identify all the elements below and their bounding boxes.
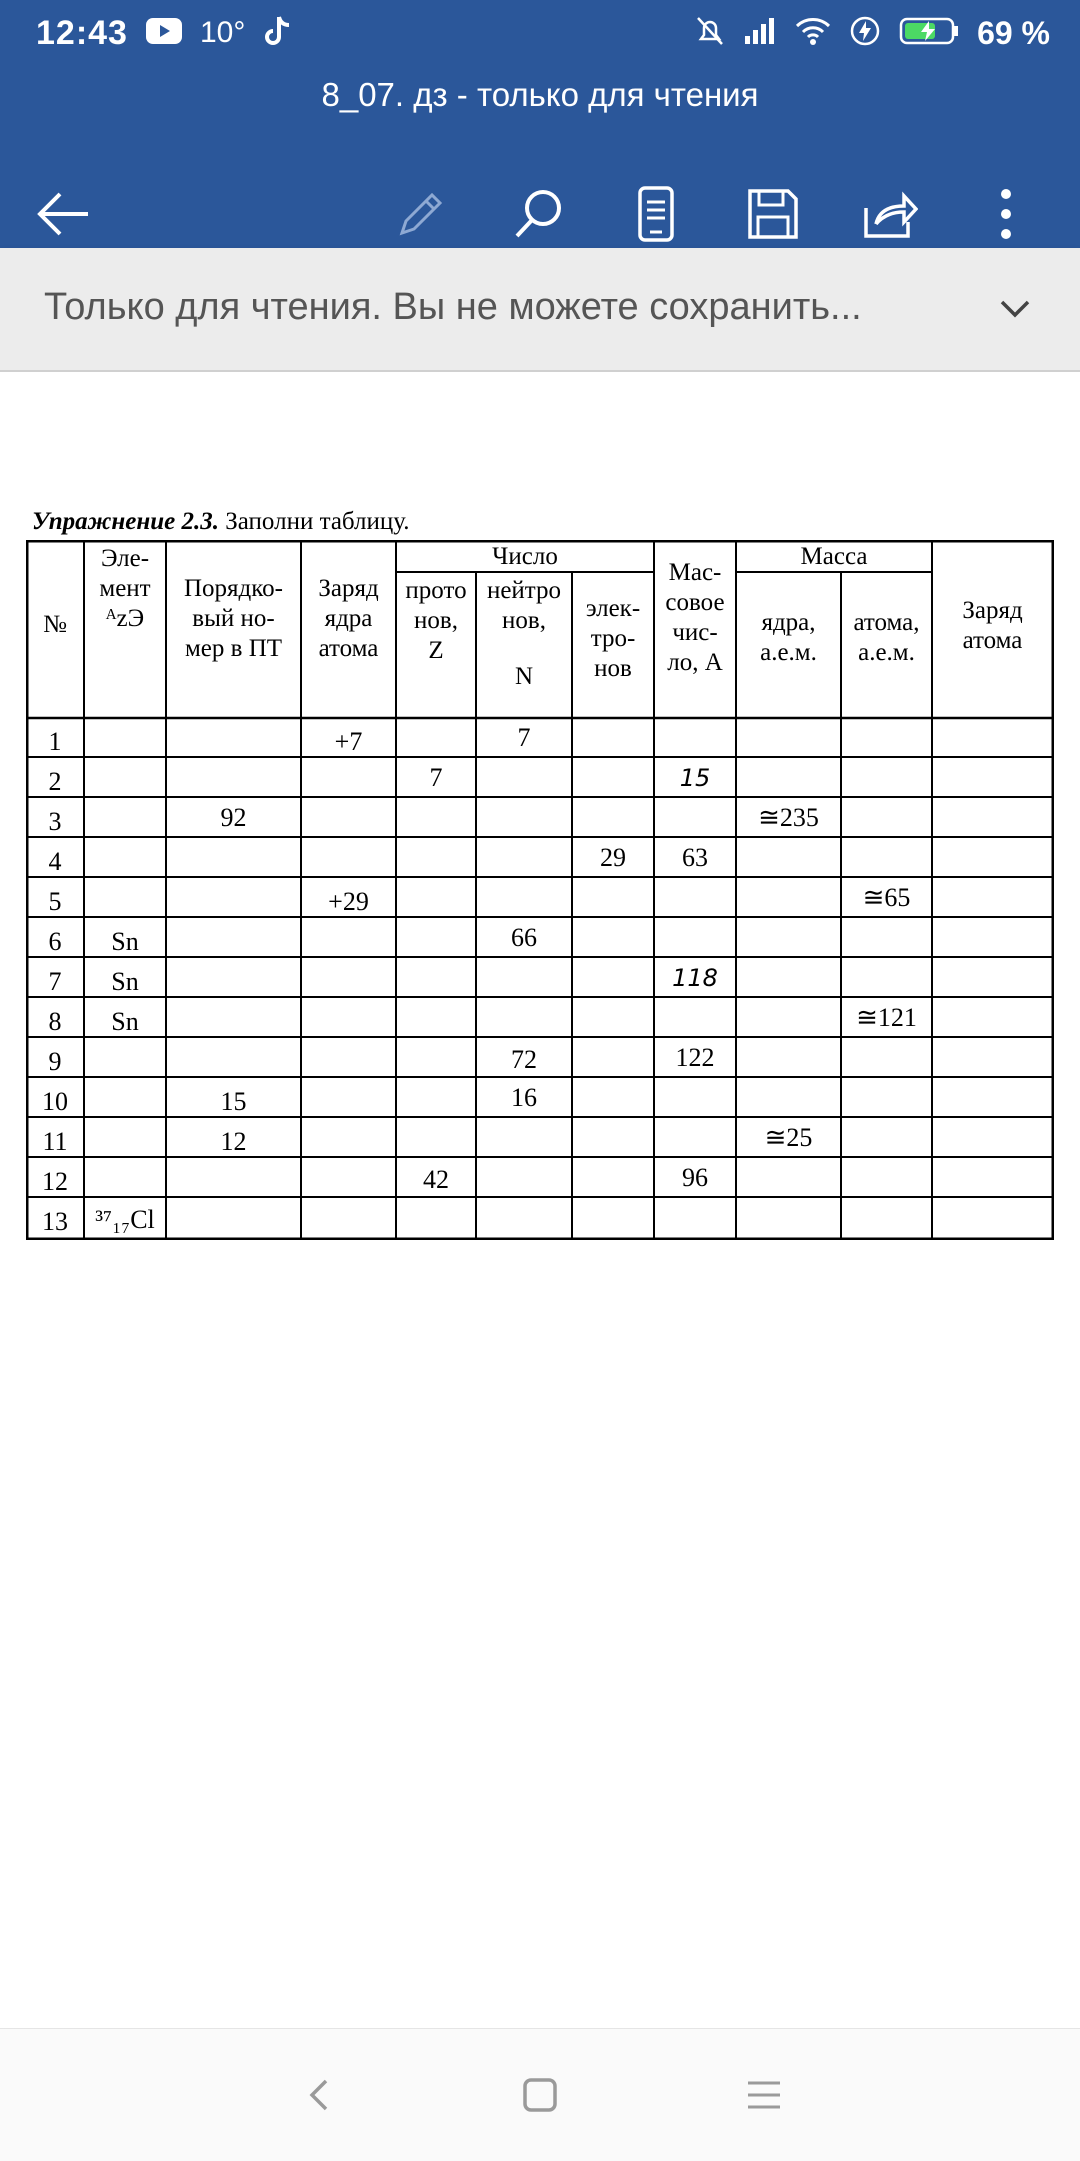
header-neutrons-line1: нейтро [486, 577, 562, 604]
header-electrons-line2: тро- [590, 625, 636, 652]
pencil-icon [394, 187, 448, 241]
more-vert-icon [996, 188, 1016, 240]
header-atom-charge [932, 596, 1053, 656]
header-num: № [43, 611, 67, 638]
cell-mass-number: 15 [679, 764, 711, 792]
header-element-line2: мент [99, 575, 151, 602]
app-bar [0, 66, 1080, 248]
row-number: 2 [48, 767, 62, 796]
mute-bell-icon [695, 15, 725, 52]
header-mass-atom-line2: а.е.м. [858, 639, 915, 666]
readonly-banner-text: Только для чтения. Вы не можете сохранить... [44, 286, 862, 328]
save-button[interactable] [737, 178, 809, 250]
row-number: 8 [48, 1007, 62, 1036]
back-button[interactable] [28, 178, 100, 250]
header-electrons [572, 594, 654, 684]
flash-circle-icon [849, 15, 881, 52]
tiktok-icon [263, 15, 291, 52]
cell-element: Sn [111, 927, 139, 956]
cell-neutrons: 7 [517, 723, 531, 752]
header-mass-atom [841, 608, 932, 668]
cell-mass-atom: ≅65 [862, 883, 911, 912]
share-button[interactable] [853, 178, 925, 250]
row-number: 3 [48, 807, 62, 836]
status-temperature: 10° [199, 16, 246, 49]
cell-ordinal: 15 [220, 1087, 247, 1116]
document-title: 8_07. дз - только для чтения [321, 76, 759, 113]
cell-element: Sn [111, 967, 139, 996]
status-bar [0, 0, 1080, 66]
cell-neutrons: 66 [511, 923, 537, 952]
cell-element: Sn [111, 1007, 139, 1036]
cell-mass-number: 63 [682, 843, 708, 872]
nav-menu-button[interactable] [732, 2063, 796, 2127]
header-ordinal-line2: вый но- [192, 605, 275, 632]
cell-mass-number: 96 [682, 1163, 708, 1192]
battery-icon [899, 16, 959, 51]
cell-protons: 42 [423, 1165, 449, 1194]
header-mass-number-line2: совое [665, 589, 725, 616]
header-mass-number-line3: чис- [672, 619, 718, 646]
more-options-button[interactable] [970, 178, 1042, 250]
cell-mass-atom: ≅121 [856, 1003, 917, 1032]
cell-charge: +7 [334, 727, 363, 756]
exercise-label: Упражнение 2.3. [32, 508, 220, 535]
header-mass-number-line1: Мас- [668, 559, 722, 586]
header-neutrons-line2: нов, [502, 607, 546, 634]
cell-ordinal: 12 [220, 1127, 247, 1156]
cell-neutrons: 72 [511, 1045, 537, 1074]
header-charge-nucleus [301, 574, 396, 664]
header-mass-number [654, 558, 736, 678]
header-protons-line1: прото [405, 577, 467, 604]
cell-mass-number: 118 [672, 964, 718, 992]
wifi-icon [795, 16, 831, 51]
header-electrons-line1: элек- [585, 595, 641, 622]
cell-neutrons: 16 [511, 1083, 537, 1112]
exercise-table [26, 540, 1054, 1240]
cell-mass-number: 122 [675, 1043, 715, 1072]
header-count-group: Число [492, 543, 558, 570]
nav-back-icon [300, 2075, 340, 2115]
status-time: 12:43 [36, 13, 128, 52]
header-ordinal-line3: мер в ПТ [184, 635, 283, 662]
youtube-icon [146, 18, 182, 49]
header-neutrons [476, 576, 572, 692]
header-mass-number-line4: ло, А [667, 649, 723, 676]
row-number: 5 [48, 887, 62, 916]
header-mass-nucleus-line2: а.е.м. [760, 639, 817, 666]
row-number: 10 [42, 1087, 68, 1116]
header-protons-line3: Z [428, 637, 444, 664]
cell-charge: +29 [328, 887, 369, 916]
cell-mass-nucleus: ≅235 [758, 803, 819, 832]
save-icon [746, 187, 800, 241]
header-protons [396, 576, 476, 666]
nav-home-button[interactable] [508, 2063, 572, 2127]
cell-protons: 7 [429, 763, 443, 792]
header-ordinal-line1: Порядко- [184, 575, 283, 602]
row-number: 11 [42, 1127, 68, 1156]
cell-element: ³⁷₁₇Cl [95, 1205, 155, 1234]
header-mass-nucleus-line1: ядра, [761, 609, 816, 636]
header-charge-line2: ядра [324, 605, 373, 632]
row-number: 4 [48, 847, 62, 876]
cell-ordinal: 92 [220, 803, 247, 832]
expand-banner-button[interactable] [990, 284, 1040, 334]
search-button[interactable] [503, 178, 575, 250]
exercise-caption [32, 508, 410, 536]
header-ordinal [166, 574, 301, 664]
header-element-line1: Эле- [100, 545, 150, 572]
nav-back-button[interactable] [288, 2063, 352, 2127]
row-number: 7 [48, 967, 62, 996]
header-element-symbol: ᴬzЭ [105, 605, 145, 632]
chevron-down-icon [990, 284, 1040, 334]
cell-electrons: 29 [600, 843, 626, 872]
header-charge-line1: Заряд [318, 575, 379, 602]
readonly-banner[interactable] [0, 248, 1080, 372]
nav-home-icon [520, 2075, 560, 2115]
header-protons-line2: нов, [414, 607, 458, 634]
header-neutrons-line3: N [514, 663, 534, 690]
header-charge-line3: атома [318, 635, 379, 662]
row-number: 13 [42, 1207, 68, 1236]
share-icon [860, 188, 918, 240]
system-nav-bar [0, 2028, 1080, 2161]
search-icon [511, 186, 567, 242]
row-number: 1 [48, 727, 62, 756]
cell-mass-nucleus: ≅25 [764, 1123, 813, 1152]
header-electrons-line3: нов [594, 655, 632, 682]
signal-icon [743, 16, 777, 51]
header-element [84, 544, 166, 634]
back-arrow-icon [36, 192, 92, 236]
row-number: 6 [48, 927, 62, 956]
header-mass-nucleus [736, 608, 841, 668]
header-mass-group: Масса [800, 543, 868, 570]
nav-menu-icon [744, 2075, 784, 2115]
battery-percent: 69 % [977, 14, 1050, 51]
header-mass-atom-line1: атома, [853, 609, 920, 636]
document-page[interactable] [0, 372, 1080, 2027]
edit-button[interactable] [385, 178, 457, 250]
mobile-view-icon [636, 186, 676, 242]
exercise-text: Заполни таблицу. [225, 508, 410, 535]
mobile-view-button[interactable] [620, 178, 692, 250]
header-atom-charge-line1: Заряд [962, 597, 1023, 624]
row-number: 12 [42, 1167, 68, 1196]
row-number: 9 [48, 1047, 62, 1076]
header-atom-charge-line2: атома [962, 627, 1023, 654]
